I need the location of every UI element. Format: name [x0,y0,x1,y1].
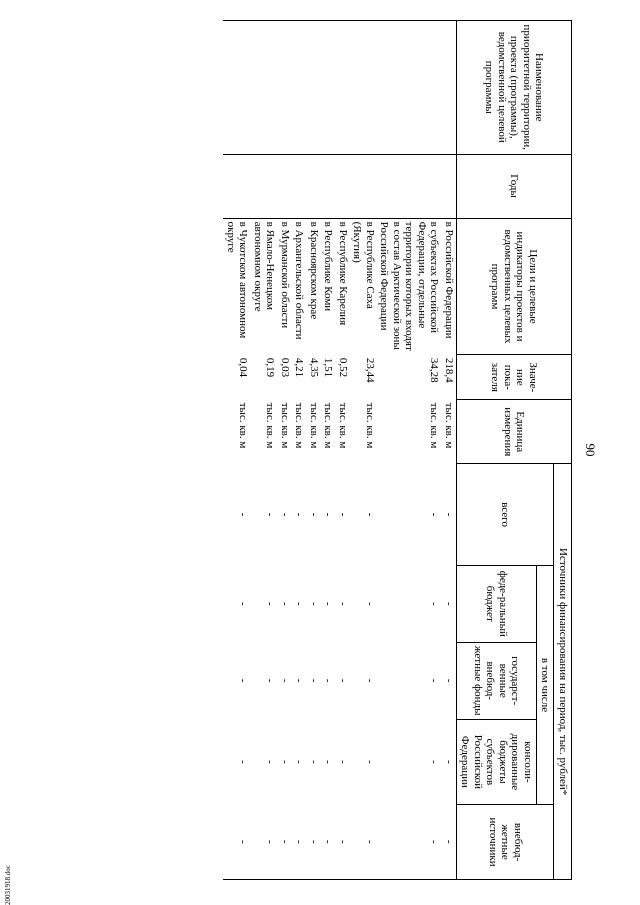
cell-consolidated: - [279,760,291,764]
cell-state-funds: - [237,678,250,683]
cell-total: - [279,512,291,517]
cell-goal: в Красноярском крае [307,218,322,355]
cell-total: - [337,512,349,517]
cell-value: 0,03 [279,357,291,378]
page-number: 90 [583,443,598,457]
cell-consolidated: - [428,760,441,764]
cell-federal: - [337,601,349,606]
cell-consolidated: - [237,760,250,764]
row-name-cell [336,21,351,155]
header-total: всего [457,464,555,565]
financing-table [224,20,573,880]
cell-goal: в Республике Карелия [336,218,351,355]
rotated-page-content [40,20,600,880]
cell-extra: - [292,805,307,880]
header-goals: Цели и целевые индикаторы проектов и ведомственных целевых программ [457,218,572,355]
row-years-cell [377,154,442,218]
cell-consolidated: - [443,760,455,764]
cell-total: - [364,512,376,517]
header-name: Наименование приоритетной территории, проекта (программы), ведомственной целевой программы [457,21,572,155]
cell-goal: в Чукотском автономном округе [224,218,251,355]
cell-value: 0,52 [337,357,349,378]
cell-extra: - [377,805,442,880]
cell-value: 0,19 [264,357,277,378]
cell-extra: - [336,805,351,880]
cell-unit: тыс. кв. м [279,402,291,449]
cell-federal: - [443,601,455,606]
table-body [224,21,457,880]
cell-extra: - [350,805,377,880]
header-including: в том числе [537,565,555,804]
cell-consolidated: - [308,760,320,764]
cell-federal: - [364,601,376,606]
cell-total: - [264,512,277,517]
cell-value: 218,4 [443,357,455,383]
row-name-cell [251,21,278,155]
cell-unit: тыс. кв. м [337,402,349,449]
header-unit: Единица измерения [457,400,572,464]
header-federal: феде-ральный бюджет [457,565,537,642]
cell-value: 0,04 [237,357,250,378]
cell-consolidated: - [337,760,349,764]
header-financing: Источники финансирования на период, тыс. рублей* [554,464,572,880]
doc-id-footer [2,815,16,905]
cell-unit: тыс. кв. м [264,402,277,449]
cell-federal: - [279,601,291,606]
cell-unit: тыс. кв. м [428,402,441,449]
cell-state-funds: - [428,678,441,683]
cell-total: - [322,512,335,517]
cell-value: 23,44 [364,357,376,383]
header-value: Значе-ние пока-зателя [457,355,572,400]
cell-goal: в Республике Саха (Якутия) [350,218,377,355]
row-years-cell [336,154,351,218]
cell-state-funds: - [322,678,335,683]
row-name-cell [292,21,307,155]
table-row [292,21,307,880]
cell-state-funds: - [364,678,376,683]
cell-value: 4,21 [293,357,306,378]
cell-state-funds: - [308,678,320,683]
row-name-cell [321,21,336,155]
row-years-cell [442,154,457,218]
cell-goal: в субъектах Российской Федерации, отдельные территории которых входят в состав Арктической зоны Российской Федерации [377,218,442,355]
cell-total: - [293,512,306,517]
table-row [307,21,322,880]
cell-extra: - [251,805,278,880]
table-row [350,21,377,880]
row-name-cell [442,21,457,155]
cell-federal: - [428,601,441,606]
table-row [278,21,293,880]
cell-state-funds: - [443,678,455,683]
cell-federal: - [293,601,306,606]
cell-state-funds: - [337,678,349,683]
row-years-cell [350,154,377,218]
cell-federal: - [237,601,250,606]
cell-total: - [308,512,320,517]
row-name-cell [278,21,293,155]
table-row [442,21,457,880]
header-extra: внебюд-жетные источники [457,805,555,880]
table-row [224,21,251,880]
cell-unit: тыс. кв. м [322,402,335,449]
row-name-cell [224,21,251,155]
table-row [251,21,278,880]
cell-goal: в Республике Коми [321,218,336,355]
cell-state-funds: - [293,678,306,683]
cell-value: 1,51 [322,357,335,378]
cell-consolidated: - [364,760,376,764]
cell-extra: - [442,805,457,880]
table-row [321,21,336,880]
cell-extra: - [307,805,322,880]
header-years: Годы [457,154,572,218]
table-row [336,21,351,880]
cell-consolidated: - [293,760,306,764]
cell-total: - [428,512,441,517]
cell-goal: в Ямало-Ненецком автономном округе [251,218,278,355]
row-years-cell [321,154,336,218]
cell-consolidated: - [322,760,335,764]
cell-state-funds: - [279,678,291,683]
cell-unit: тыс. кв. м [443,402,455,449]
cell-federal: - [322,601,335,606]
row-name-cell [377,21,442,155]
cell-value: 4,35 [308,357,320,378]
cell-value: 34,28 [428,357,441,383]
row-name-cell [350,21,377,155]
cell-goal: в Архангельской области [292,218,307,355]
cell-extra: - [224,805,251,880]
cell-total: - [443,512,455,517]
cell-consolidated: - [264,760,277,764]
cell-state-funds: - [264,678,277,683]
row-years-cell [307,154,322,218]
cell-goal: в Российской Федерации [442,218,457,355]
header-state-funds: государст-венные внебюд-жетные фонды [457,642,537,719]
cell-unit: тыс. кв. м [293,402,306,449]
header-consolidated: консоли-дированные бюджеты субъектов Российской Федерации [457,719,537,804]
cell-extra: - [321,805,336,880]
row-years-cell [224,154,251,218]
row-years-cell [278,154,293,218]
cell-unit: тыс. кв. м [308,402,320,449]
table-row [377,21,442,880]
cell-goal: в Мурманской области [278,218,293,355]
row-years-cell [251,154,278,218]
cell-federal: - [308,601,320,606]
cell-total: - [237,512,250,517]
row-years-cell [292,154,307,218]
cell-unit: тыс. кв. м [364,402,376,449]
doc-id: 20031918.doc [4,865,12,905]
cell-unit: тыс. кв. м [237,402,250,449]
cell-extra: - [278,805,293,880]
row-name-cell [307,21,322,155]
cell-federal: - [264,601,277,606]
